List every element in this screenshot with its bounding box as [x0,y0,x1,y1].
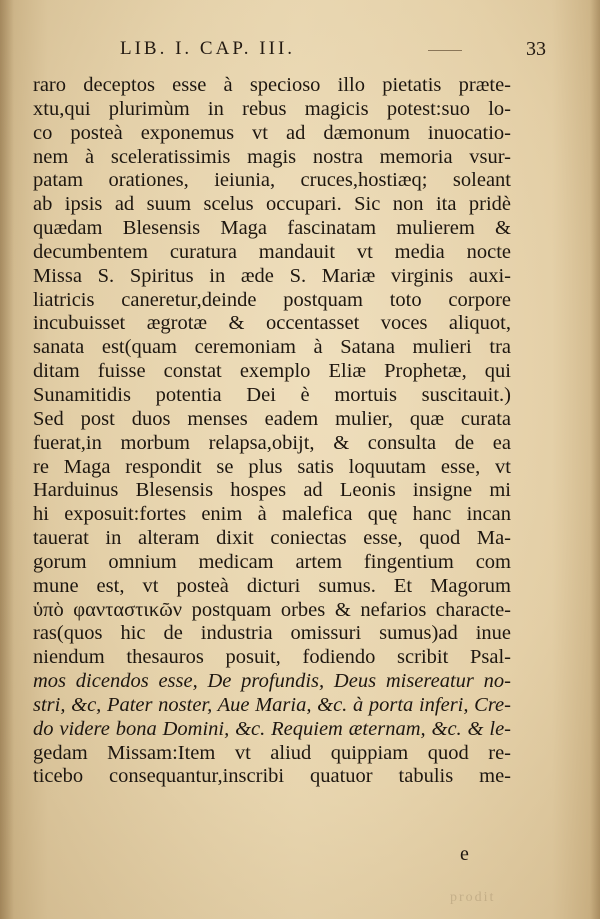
text-line: mune est, vt posteà dicturi sumus. Et Magorum [33,574,511,597]
text-line: Missa S. Spiritus in æde S. Mariæ virginis auxi- [33,264,511,287]
text-line: niendum thesauros posuit, fodiendo scribit Psal- [33,646,511,669]
text-line: sanata est(quam ceremoniam à Satana mulieri tra [33,336,511,359]
text-line: incubuisset ægrotæ & occentasset voces aliquot, [33,312,511,335]
text-line: Sed post duos menses eadem mulier, quæ curata [33,407,511,430]
text-line: Harduinus Blesensis hospes ad Leonis insigne mi [33,479,511,502]
text-line: ab ipsis ad suum scelus occupari. Sic non ita pridè [33,193,511,216]
catchword: e [460,843,469,865]
text-line: do videre bona Domini, &c. Requiem æternam, &c. & le- [33,717,511,740]
running-head-rule [428,50,462,51]
text-line: ὑπὸ φανταστικῶν postquam orbes & nefarios characte- [33,598,511,621]
text-line: nem à sceleratissimis magis nostra memoria vsur- [33,145,511,168]
page-number: 33 [526,38,546,60]
text-line: gorum omnium medicam artem fingentium com [33,550,511,573]
text-line: raro deceptos esse à specioso illo pietatis præte- [33,74,511,96]
text-line: xtu,qui plurimùm in rebus magicis potest:suo lo- [33,97,511,120]
body-text [33,74,511,789]
text-line: patam orationes, ieiunia, cruces,hostiæq; soleant [33,169,511,192]
text-line: decumbentem curatura mandauit vt media nocte [33,240,511,263]
running-head [120,38,560,64]
text-line: gedam Missam:Item vt aliud quippiam quod re- [33,741,511,764]
text-line: ticebo consequantur,inscribi quatuor tabulis me- [33,765,511,788]
text-line: co posteà exponemus vt ad dæmonum inuocatio- [33,121,511,144]
text-line: ras(quos hic de industria omissuri sumus)ad inue [33,622,511,645]
text-line: quædam Blesensis Maga fascinatam mulierem & [33,217,511,240]
bleed-through-text: prodit [450,890,496,905]
text-line: ditam fuisse constat exemplo Eliæ Prophetæ, qui [33,360,511,383]
text-line: re Maga respondit se plus satis loquutam esse, vt [33,455,511,478]
text-line: hi exposuit:fortes enim à malefica quę hanc incan [33,503,511,526]
running-head-title: LIB. I. CAP. III. [120,38,296,59]
text-line: liatricis caneretur,deinde postquam toto corpore [33,288,511,311]
text-line: mos dicendos esse, De profundis, Deus misereatur no- [33,670,511,693]
text-line: Sunamitidis potentia Dei è mortuis suscitauit.) [33,383,511,406]
text-line: stri, &c, Pater noster, Aue Maria, &c. à porta inferi, Cre- [33,693,511,716]
text-line: tauerat in alteram dixit coniectas esse, quod Ma- [33,527,511,550]
text-line: fuerat,in morbum relapsa,obijt, & consulta de ea [33,431,511,454]
